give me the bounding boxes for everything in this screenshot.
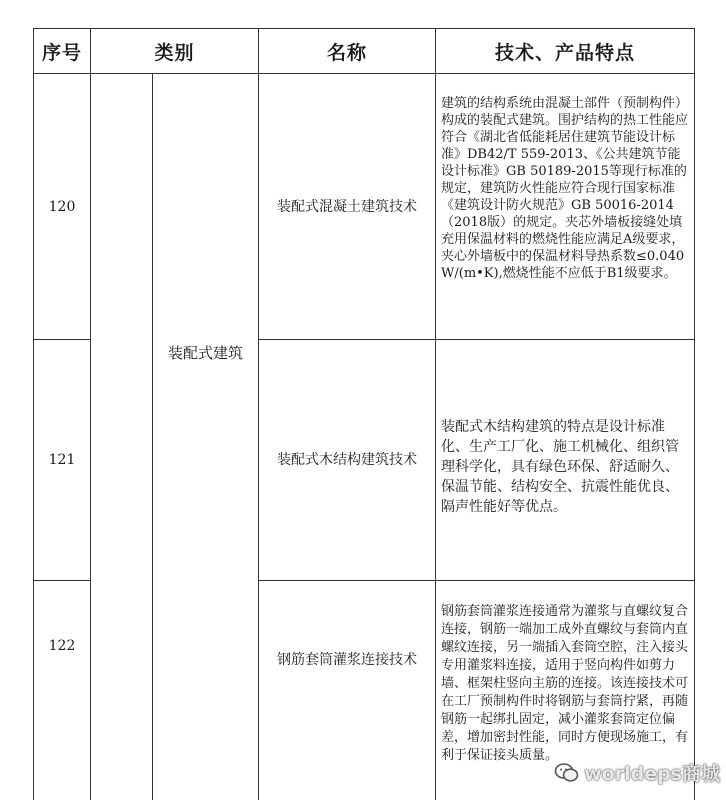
row-120-seq: 120 bbox=[48, 198, 76, 215]
table-border-right bbox=[694, 28, 695, 800]
header-name: 名称 bbox=[326, 41, 367, 64]
row-122-seq: 122 bbox=[48, 638, 76, 654]
watermark bbox=[554, 759, 720, 786]
col-divider-seq bbox=[90, 28, 91, 800]
header-features: 技术、产品特点 bbox=[494, 41, 635, 64]
watermark-text: worldeps商城 bbox=[584, 763, 720, 785]
header-seq: 序号 bbox=[41, 41, 82, 64]
row-122-description: 钢筋套筒灌浆连接通常为灌浆与直螺纹复合连接，钢筋一端加工成外直螺纹与套筒内直螺纹连接，另一端插入套筒空腔，注入接头专用灌浆料连接，适用于竖向构件如剪力墙、框架柱竖向主筋的连接。该连接技术可在工厂预制构件时将钢筋与套筒拧紧，再随钢筋一起绑扎固定，减小灌浆套筒定位偏差，增加密封性能，同时方便现场施工，有利于保证接头质量。 bbox=[441, 604, 689, 763]
row-121-description: 装配式木结构建筑的特点是设计标准化、生产工厂化、施工机械化、组织管理科学化，具有绿色环保、舒适耐久、保温节能、结构安全、抗震性能优良、隔声性能好等优点。 bbox=[441, 419, 679, 515]
row-120-description: 建筑的结构系统由混凝土部件（预制构件）构成的装配式建筑。围护结构的热工性能应符合《湖北省低能耗居住建筑节能设计标准》DB42/T 559-2013、《公共建筑节能设计标准》GB 50189-2015等现行标准的规定，建筑防火性能应符合现行国家标准《建筑设计防火规范》GB 50016-2014（2018版）的规定。夹芯外墙板接缝处填充用保温材料的燃烧性能应满足A级要求，夹心外墙板中的保温材料导热系数≤0.040W/(m•K),燃烧性能不应低于B1级要求。 bbox=[441, 96, 689, 281]
col-divider-name bbox=[435, 28, 436, 800]
header-category: 类别 bbox=[154, 41, 195, 64]
row-121-seq: 121 bbox=[48, 452, 76, 468]
row-121-name: 装配式木结构建筑技术 bbox=[277, 452, 417, 468]
row-122-name: 钢筋套筒灌浆连接技术 bbox=[277, 652, 417, 668]
row-120-name: 装配式混凝土建筑技术 bbox=[277, 198, 417, 215]
category-label: 装配式建筑 bbox=[167, 343, 243, 362]
row-divider-121-right bbox=[258, 580, 694, 581]
wechat-icon bbox=[554, 762, 580, 784]
